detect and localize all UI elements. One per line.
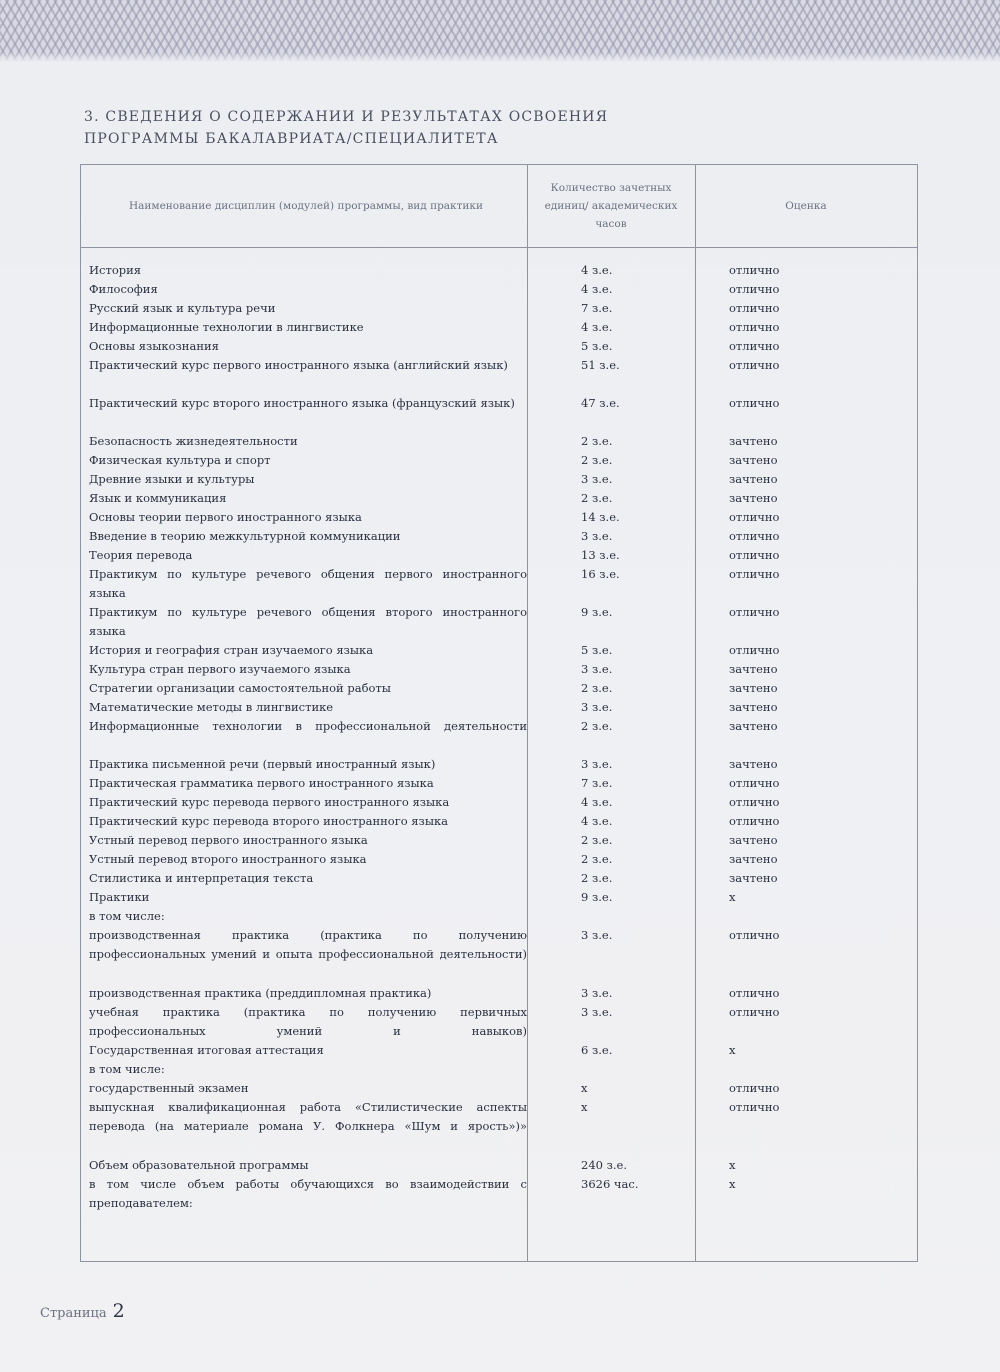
discipline-name: выпускная квалификационная работа «Стилистические аспекты перевода (на материале романа У. Фолкнера «Шум и ярость»)»	[89, 1100, 527, 1133]
credits-value: 4 з.е.	[581, 814, 613, 828]
grade-value: отлично	[729, 320, 780, 334]
grade-value: отлично	[729, 1005, 780, 1019]
credits-value: 2 з.е.	[581, 719, 613, 733]
decorative-guilloche-border	[0, 0, 1000, 62]
grade-value: отлично	[729, 548, 780, 562]
discipline-name: Практика письменной речи (первый иностранный язык)	[89, 757, 436, 771]
grade-value: отлично	[729, 986, 780, 1000]
grade-value: x	[729, 1177, 736, 1191]
section-heading-line-1: 3. СВЕДЕНИЯ О СОДЕРЖАНИИ И РЕЗУЛЬТАТАХ ОСВОЕНИЯ	[84, 109, 609, 125]
credits-value: 2 з.е.	[581, 434, 613, 448]
discipline-name: Практикум по культуре речевого общения второго иностранного языка	[89, 605, 527, 638]
discipline-name: производственная практика (практика по получению профессиональных умений и опыта профессиональной деятельности)	[89, 928, 527, 961]
credits-value: 2 з.е.	[581, 453, 613, 467]
grade-value: отлично	[729, 814, 780, 828]
grade-value: отлично	[729, 529, 780, 543]
header-grade: Оценка	[785, 200, 827, 212]
discipline-name: Введение в теорию межкультурной коммуникации	[89, 529, 401, 543]
discipline-name: Стратегии организации самостоятельной работы	[89, 681, 391, 695]
discipline-name: История и география стран изучаемого языка	[89, 643, 374, 657]
grade-value: отлично	[729, 263, 780, 277]
credits-value: 7 з.е.	[581, 776, 613, 790]
discipline-name: Устный перевод второго иностранного языка	[89, 852, 367, 866]
discipline-name: Практический курс первого иностранного языка (английский язык)	[89, 358, 508, 372]
page-footer	[40, 1300, 125, 1322]
grade-value: зачтено	[729, 700, 778, 714]
credits-value: 3 з.е.	[581, 700, 613, 714]
grade-value: зачтено	[729, 472, 778, 486]
grade-value: x	[729, 1043, 736, 1057]
credits-value: 16 з.е.	[581, 567, 620, 581]
grade-value: отлично	[729, 1100, 780, 1114]
credits-value: x	[581, 1081, 588, 1095]
discipline-name: в том числе объем работы обучающихся во взаимодействии с преподавателем:	[89, 1177, 527, 1210]
credits-value: 2 з.е.	[581, 833, 613, 847]
section-heading	[84, 106, 644, 150]
discipline-name: учебная практика (практика по получению первичных профессиональных умений и навыков)	[89, 1005, 527, 1038]
grade-value: x	[729, 890, 736, 904]
credits-value: 2 з.е.	[581, 491, 613, 505]
credits-value: 9 з.е.	[581, 605, 613, 619]
grade-value: отлично	[729, 1081, 780, 1095]
grade-value: зачтено	[729, 871, 778, 885]
grade-value: отлично	[729, 567, 780, 581]
credits-value: 3 з.е.	[581, 1005, 613, 1019]
credits-value: 7 з.е.	[581, 301, 613, 315]
disciplines-table	[80, 164, 918, 1262]
credits-value: 3 з.е.	[581, 472, 613, 486]
page-number: 2	[112, 1300, 125, 1322]
column-divider	[695, 165, 696, 1261]
credits-value: 51 з.е.	[581, 358, 620, 372]
credits-value: 3 з.е.	[581, 662, 613, 676]
section-heading-line-2: ПРОГРАММЫ БАКАЛАВРИАТА/СПЕЦИАЛИТЕТА	[84, 131, 499, 147]
grade-value: отлично	[729, 776, 780, 790]
grade-value: x	[729, 1158, 736, 1172]
discipline-name: Информационные технологии в профессиональной деятельности	[89, 719, 527, 733]
header-credits: Количество зачетных единиц/ академических часов	[544, 182, 678, 230]
grade-value: зачтено	[729, 453, 778, 467]
credits-value: 9 з.е.	[581, 890, 613, 904]
credits-value: x	[581, 1100, 588, 1114]
grade-value: отлично	[729, 510, 780, 524]
discipline-name: Язык и коммуникация	[89, 491, 227, 505]
discipline-name: Математические методы в лингвистике	[89, 700, 334, 714]
discipline-name: Устный перевод первого иностранного языка	[89, 833, 368, 847]
credits-value: 47 з.е.	[581, 396, 620, 410]
discipline-name: в том числе:	[89, 1062, 165, 1076]
credits-value: 4 з.е.	[581, 795, 613, 809]
discipline-name: Теория перевода	[89, 548, 193, 562]
credits-value: 3 з.е.	[581, 529, 613, 543]
discipline-name: Государственная итоговая аттестация	[89, 1043, 324, 1057]
credits-value: 2 з.е.	[581, 681, 613, 695]
discipline-name: Культура стран первого изучаемого языка	[89, 662, 351, 676]
credits-value: 5 з.е.	[581, 643, 613, 657]
page-label: Страница	[40, 1306, 107, 1321]
credits-value: 14 з.е.	[581, 510, 620, 524]
credits-value: 240 з.е.	[581, 1158, 627, 1172]
credits-value: 3 з.е.	[581, 928, 613, 942]
grade-value: зачтено	[729, 833, 778, 847]
credits-value: 2 з.е.	[581, 852, 613, 866]
credits-value: 4 з.е.	[581, 282, 613, 296]
discipline-name: Объем образовательной программы	[89, 1158, 309, 1172]
grade-value: зачтено	[729, 757, 778, 771]
grade-value: отлично	[729, 643, 780, 657]
discipline-name: Русский язык и культура речи	[89, 301, 276, 315]
discipline-name: Практическая грамматика первого иностранного языка	[89, 776, 434, 790]
grade-value: зачтено	[729, 434, 778, 448]
discipline-name: Стилистика и интерпретация текста	[89, 871, 314, 885]
grade-value: зачтено	[729, 681, 778, 695]
grade-value: отлично	[729, 282, 780, 296]
discipline-name: государственный экзамен	[89, 1081, 249, 1095]
discipline-name: Практический курс второго иностранного языка (французский язык)	[89, 396, 515, 410]
credits-value: 3 з.е.	[581, 757, 613, 771]
grade-value: зачтено	[729, 662, 778, 676]
column-divider	[527, 165, 528, 1261]
grade-value: отлично	[729, 928, 780, 942]
discipline-name: Безопасность жизнедеятельности	[89, 434, 298, 448]
grade-value: зачтено	[729, 852, 778, 866]
grade-value: отлично	[729, 605, 780, 619]
grade-value: зачтено	[729, 491, 778, 505]
credits-value: 4 з.е.	[581, 263, 613, 277]
discipline-name: Физическая культура и спорт	[89, 453, 271, 467]
credits-value: 4 з.е.	[581, 320, 613, 334]
header-discipline-name: Наименование дисциплин (модулей) программы, вид практики	[129, 200, 483, 212]
credits-value: 2 з.е.	[581, 871, 613, 885]
discipline-name: История	[89, 263, 142, 277]
credits-value: 3 з.е.	[581, 986, 613, 1000]
grade-value: отлично	[729, 795, 780, 809]
header-divider	[81, 247, 917, 248]
credits-value: 3626 час.	[581, 1177, 639, 1191]
discipline-name: Практикум по культуре речевого общения первого иностранного языка	[89, 567, 527, 600]
discipline-name: Философия	[89, 282, 158, 296]
discipline-name: Практики	[89, 890, 150, 904]
credits-value: 13 з.е.	[581, 548, 620, 562]
discipline-name: производственная практика (преддипломная практика)	[89, 986, 432, 1000]
credits-value: 6 з.е.	[581, 1043, 613, 1057]
grade-value: отлично	[729, 396, 780, 410]
discipline-name: в том числе:	[89, 909, 165, 923]
discipline-name: Информационные технологии в лингвистике	[89, 320, 364, 334]
grade-value: отлично	[729, 358, 780, 372]
grade-value: отлично	[729, 339, 780, 353]
discipline-name: Практический курс перевода первого иностранного языка	[89, 795, 450, 809]
grade-value: отлично	[729, 301, 780, 315]
discipline-name: Практический курс перевода второго иностранного языка	[89, 814, 449, 828]
grade-value: зачтено	[729, 719, 778, 733]
discipline-name: Основы теории первого иностранного языка	[89, 510, 362, 524]
credits-value: 5 з.е.	[581, 339, 613, 353]
discipline-name: Древние языки и культуры	[89, 472, 255, 486]
discipline-name: Основы языкознания	[89, 339, 219, 353]
